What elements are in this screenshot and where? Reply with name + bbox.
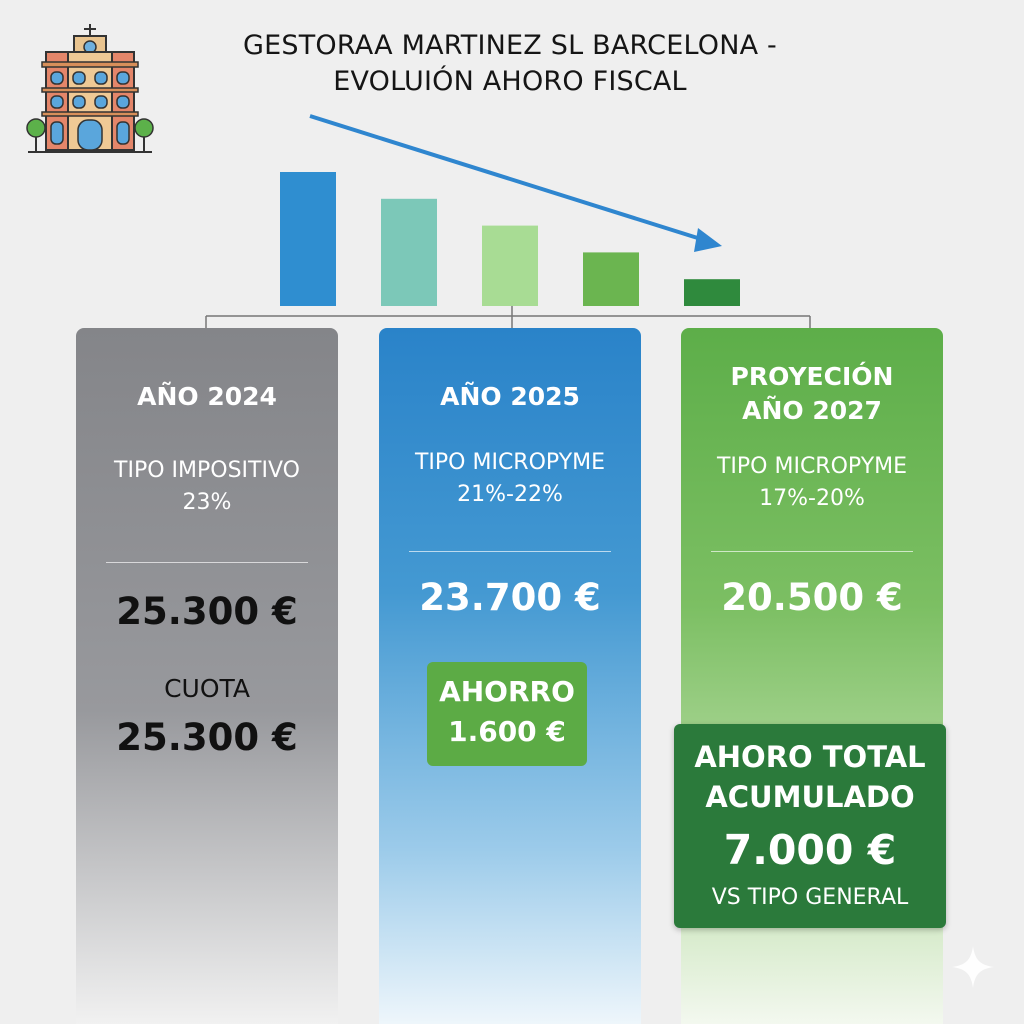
trend-bar-2 [381, 199, 437, 306]
total-saving-note: VS TIPO GENERAL [711, 885, 909, 910]
divider [409, 551, 611, 552]
saving-badge [427, 662, 587, 766]
page-title [190, 28, 830, 100]
column-heading-line-2: AÑO 2027 [742, 396, 882, 425]
trend-bar-1 [280, 172, 336, 306]
total-saving-line-2: ACUMULADO [705, 780, 915, 814]
quota-label: CUOTA [164, 674, 250, 703]
building-icon [24, 22, 156, 158]
amount: 25.300 € [116, 590, 298, 633]
trend-bar-5 [684, 279, 740, 306]
divider [711, 551, 913, 552]
quota-value: 25.300 € [116, 716, 298, 759]
rate-label: TIPO MICROPYME [716, 454, 908, 479]
connector-lines [206, 306, 810, 328]
column-heading: AÑO 2025 [440, 382, 580, 411]
title-line-2: EVOLUIÓN AHORO FISCAL [333, 66, 687, 97]
trend-bar-4 [583, 252, 639, 306]
rate-value: 23% [182, 490, 232, 515]
rate-label: TIPO IMPOSITIVO [114, 458, 300, 483]
rate-label: TIPO MICROPYME [414, 450, 606, 475]
total-saving-badge [674, 724, 946, 928]
column-2025 [379, 328, 641, 1024]
title-line-1: GESTORAA MARTINEZ SL BARCELONA - [243, 30, 777, 61]
rate-value: 21%-22% [457, 482, 563, 507]
rate-value: 17%-20% [759, 486, 865, 511]
total-saving-value: 7.000 € [723, 826, 897, 874]
amount: 23.700 € [419, 576, 601, 619]
amount: 20.500 € [721, 576, 903, 619]
trend-bar-3 [482, 226, 538, 306]
trend-arrow-head [694, 228, 722, 252]
column-2024 [76, 328, 338, 1024]
sparkle-icon [950, 944, 996, 990]
saving-value: 1.600 € [448, 715, 566, 748]
saving-label: AHORRO [439, 675, 575, 708]
trend-down-arrow-icon [310, 116, 704, 240]
divider [106, 562, 308, 563]
column-heading-line-1: PROYECIÓN [730, 362, 894, 391]
column-heading: AÑO 2024 [137, 382, 277, 411]
total-saving-line-1: AHORO TOTAL [694, 740, 926, 774]
